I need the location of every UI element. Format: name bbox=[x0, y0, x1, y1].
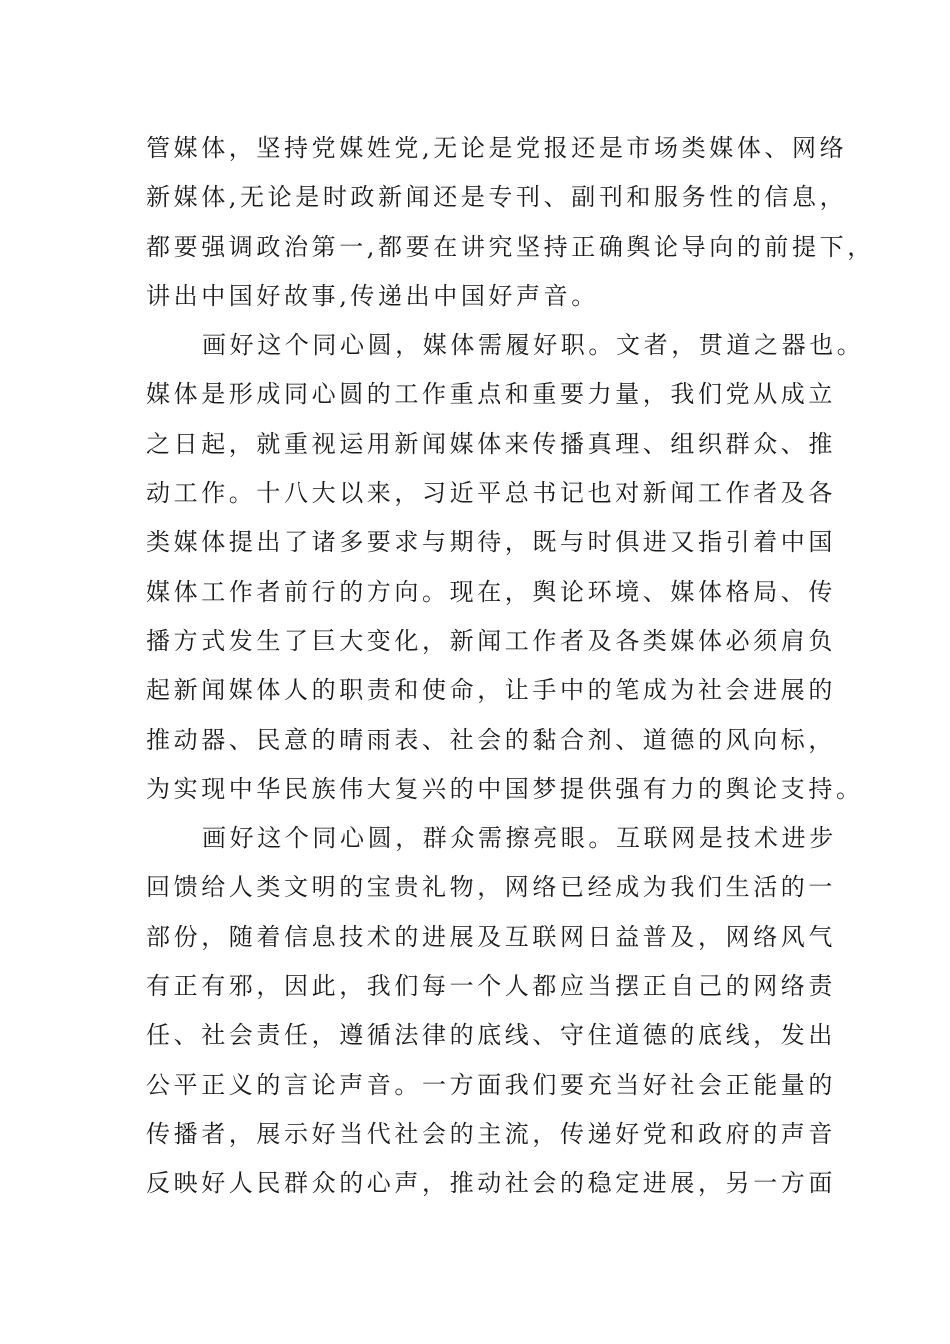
paragraph-first-line: 画好这个同心圆，群众需擦亮眼。互联网是技术进步 bbox=[202, 824, 837, 853]
text-line: 动工作。十八大以来，习近平总书记也对新闻工作者及各 bbox=[146, 479, 836, 508]
text-line: 公平正义的言论声音。一方面我们要充当好社会正能量的 bbox=[146, 1070, 836, 1099]
text-line: 起新闻媒体人的职责和使命，让手中的笔成为社会进展的 bbox=[146, 676, 836, 705]
text-line: 讲出中国好故事,传递出中国好声音。 bbox=[146, 281, 599, 310]
paragraph-first-line: 画好这个同心圆，媒体需履好职。文者，贯道之器也。 bbox=[202, 331, 865, 360]
text-line: 播方式发生了巨大变化，新闻工作者及各类媒体必须肩负 bbox=[146, 626, 836, 655]
text-line: 类媒体提出了诸多要求与期待，既与时俱进又指引着中国 bbox=[146, 528, 836, 557]
text-line: 任、社会责任，遵循法律的底线、守住道德的底线，发出 bbox=[146, 1021, 836, 1050]
text-line: 有正有邪，因此，我们每一个人都应当摆正自己的网络责 bbox=[146, 972, 836, 1001]
document-body bbox=[146, 124, 875, 1209]
text-line: 部份，随着信息技术的进展及互联网日益普及，网络风气 bbox=[146, 922, 836, 951]
text-line: 媒体工作者前行的方向。现在，舆论环境、媒体格局、传 bbox=[146, 577, 836, 606]
text-line: 媒体是形成同心圆的工作重点和重要力量，我们党从成立 bbox=[146, 380, 836, 409]
text-line: 回馈给人类文明的宝贵礼物，网络已经成为我们生活的一 bbox=[146, 873, 836, 902]
text-line: 为实现中华民族伟大复兴的中国梦提供强有力的舆论支持。 bbox=[146, 774, 864, 803]
text-line: 推动器、民意的晴雨表、社会的黏合剂、道德的风向标， bbox=[146, 725, 836, 754]
text-line: 都要强调政治第一,都要在讲究坚持正确舆论导向的前提下， bbox=[146, 232, 875, 261]
text-line: 之日起，就重视运用新闻媒体来传播真理、组织群众、推 bbox=[146, 429, 836, 458]
text-line: 反映好人民群众的心声，推动社会的稳定进展，另一方面 bbox=[146, 1169, 836, 1198]
text-line: 管媒体，坚持党媒姓党,无论是党报还是市场类媒体、网络 bbox=[146, 134, 848, 162]
text-line: 传播者，展示好当代社会的主流，传递好党和政府的声音 bbox=[146, 1119, 836, 1148]
text-line: 新媒体,无论是时政新闻还是专刊、副刊和服务性的信息， bbox=[146, 183, 848, 212]
